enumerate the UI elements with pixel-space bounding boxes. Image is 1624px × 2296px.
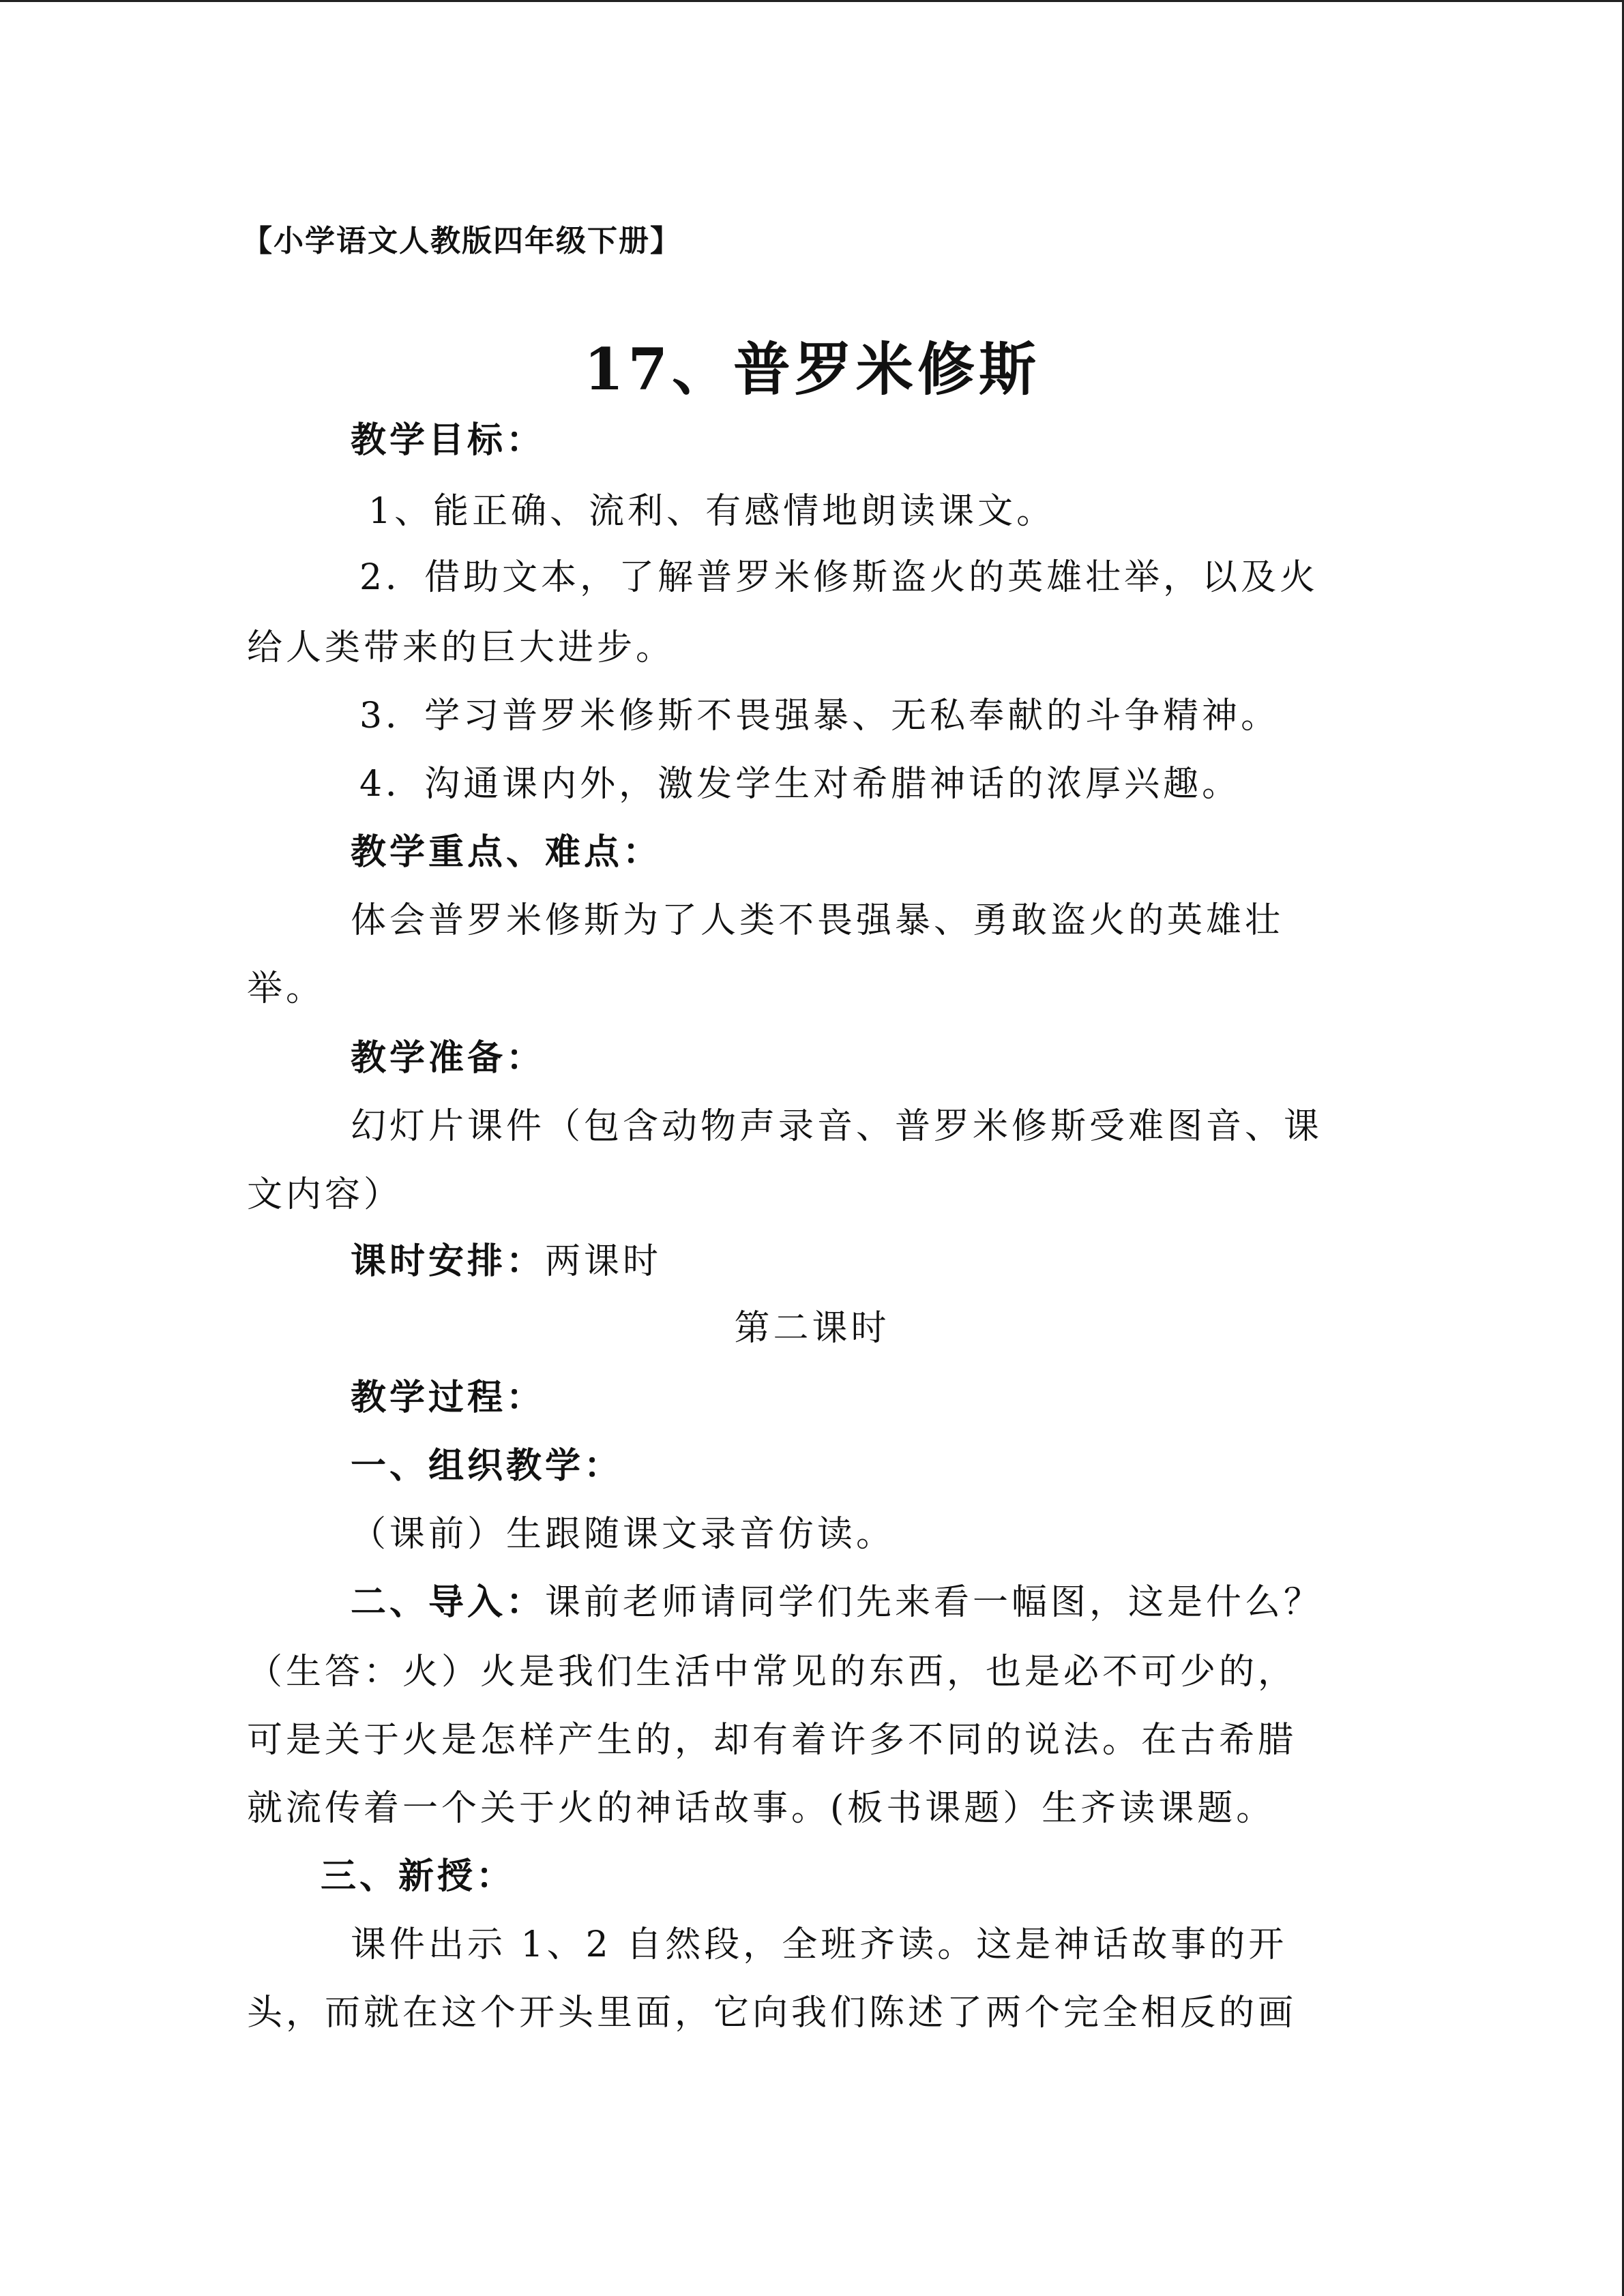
- preparation-heading: 教学准备：: [351, 1037, 546, 1079]
- schedule-label: 课时安排：: [351, 1240, 546, 1282]
- lesson-title: 17、普罗米修斯: [584, 336, 1040, 403]
- section-2-line-3: 就流传着一个关于火的神话故事。(板书课题）生齐读课题。: [247, 1788, 1275, 1829]
- schedule-row: [351, 1240, 662, 1283]
- section-3-heading: 三、新授：: [321, 1855, 516, 1897]
- lesson-period-label: 第二课时: [734, 1308, 890, 1349]
- objective-item-2: 2．借助文本，了解普罗米修斯盗火的英雄壮举，以及火: [359, 557, 1319, 598]
- objective-item-3: 3．学习普罗米修斯不畏强暴、无私奉献的斗争精神。: [359, 696, 1280, 736]
- grade-header-tag: 【小学语文人教版四年级下册】: [242, 224, 681, 258]
- preparation-line-1: 幻灯片课件（包含动物声录音、普罗米修斯受难图音、课: [351, 1106, 1323, 1147]
- objective-item-2-cont: 给人类带来的巨大进步。: [247, 627, 675, 668]
- preparation-line-2: 文内容）: [247, 1174, 403, 1215]
- objective-item-1: 1、能正确、流利、有感情地朗读课文。: [368, 491, 1056, 532]
- key-points-heading: 教学重点、难点：: [351, 831, 662, 873]
- section-2-line-2: 可是关于火是怎样产生的，却有着许多不同的说法。在古希腊: [247, 1720, 1297, 1761]
- section-3-line-2: 头，而就在这个开头里面，它向我们陈述了两个完全相反的画: [247, 1993, 1297, 2033]
- schedule-value: 两课时: [545, 1241, 662, 1282]
- objectives-heading: 教学目标：: [351, 419, 546, 461]
- section-1-text: （课前）生跟随课文录音仿读。: [351, 1514, 896, 1555]
- process-heading: 教学过程：: [351, 1377, 546, 1418]
- section-2-line-1: （生答：火）火是我们生活中常见的东西，也是必不可少的，: [247, 1652, 1297, 1693]
- objective-item-4: 4．沟通课内外，激发学生对希腊神话的浓厚兴趣。: [359, 764, 1241, 805]
- section-2-intro: 课前老师请同学们先来看一幅图，这是什么？: [545, 1582, 1323, 1623]
- section-2-heading: 二、导入：: [351, 1581, 546, 1623]
- section-1-heading: 一、组织教学：: [351, 1445, 623, 1487]
- section-2-first-line: [351, 1581, 1323, 1624]
- page-top-border: [0, 0, 1624, 2]
- section-3-line-1: 课件出示 1、2 自然段，全班齐读。这是神话故事的开: [351, 1924, 1288, 1965]
- key-points-line-2: 举。: [247, 968, 325, 1009]
- key-points-line-1: 体会普罗米修斯为了人类不畏强暴、勇敢盗火的英雄壮: [351, 900, 1284, 941]
